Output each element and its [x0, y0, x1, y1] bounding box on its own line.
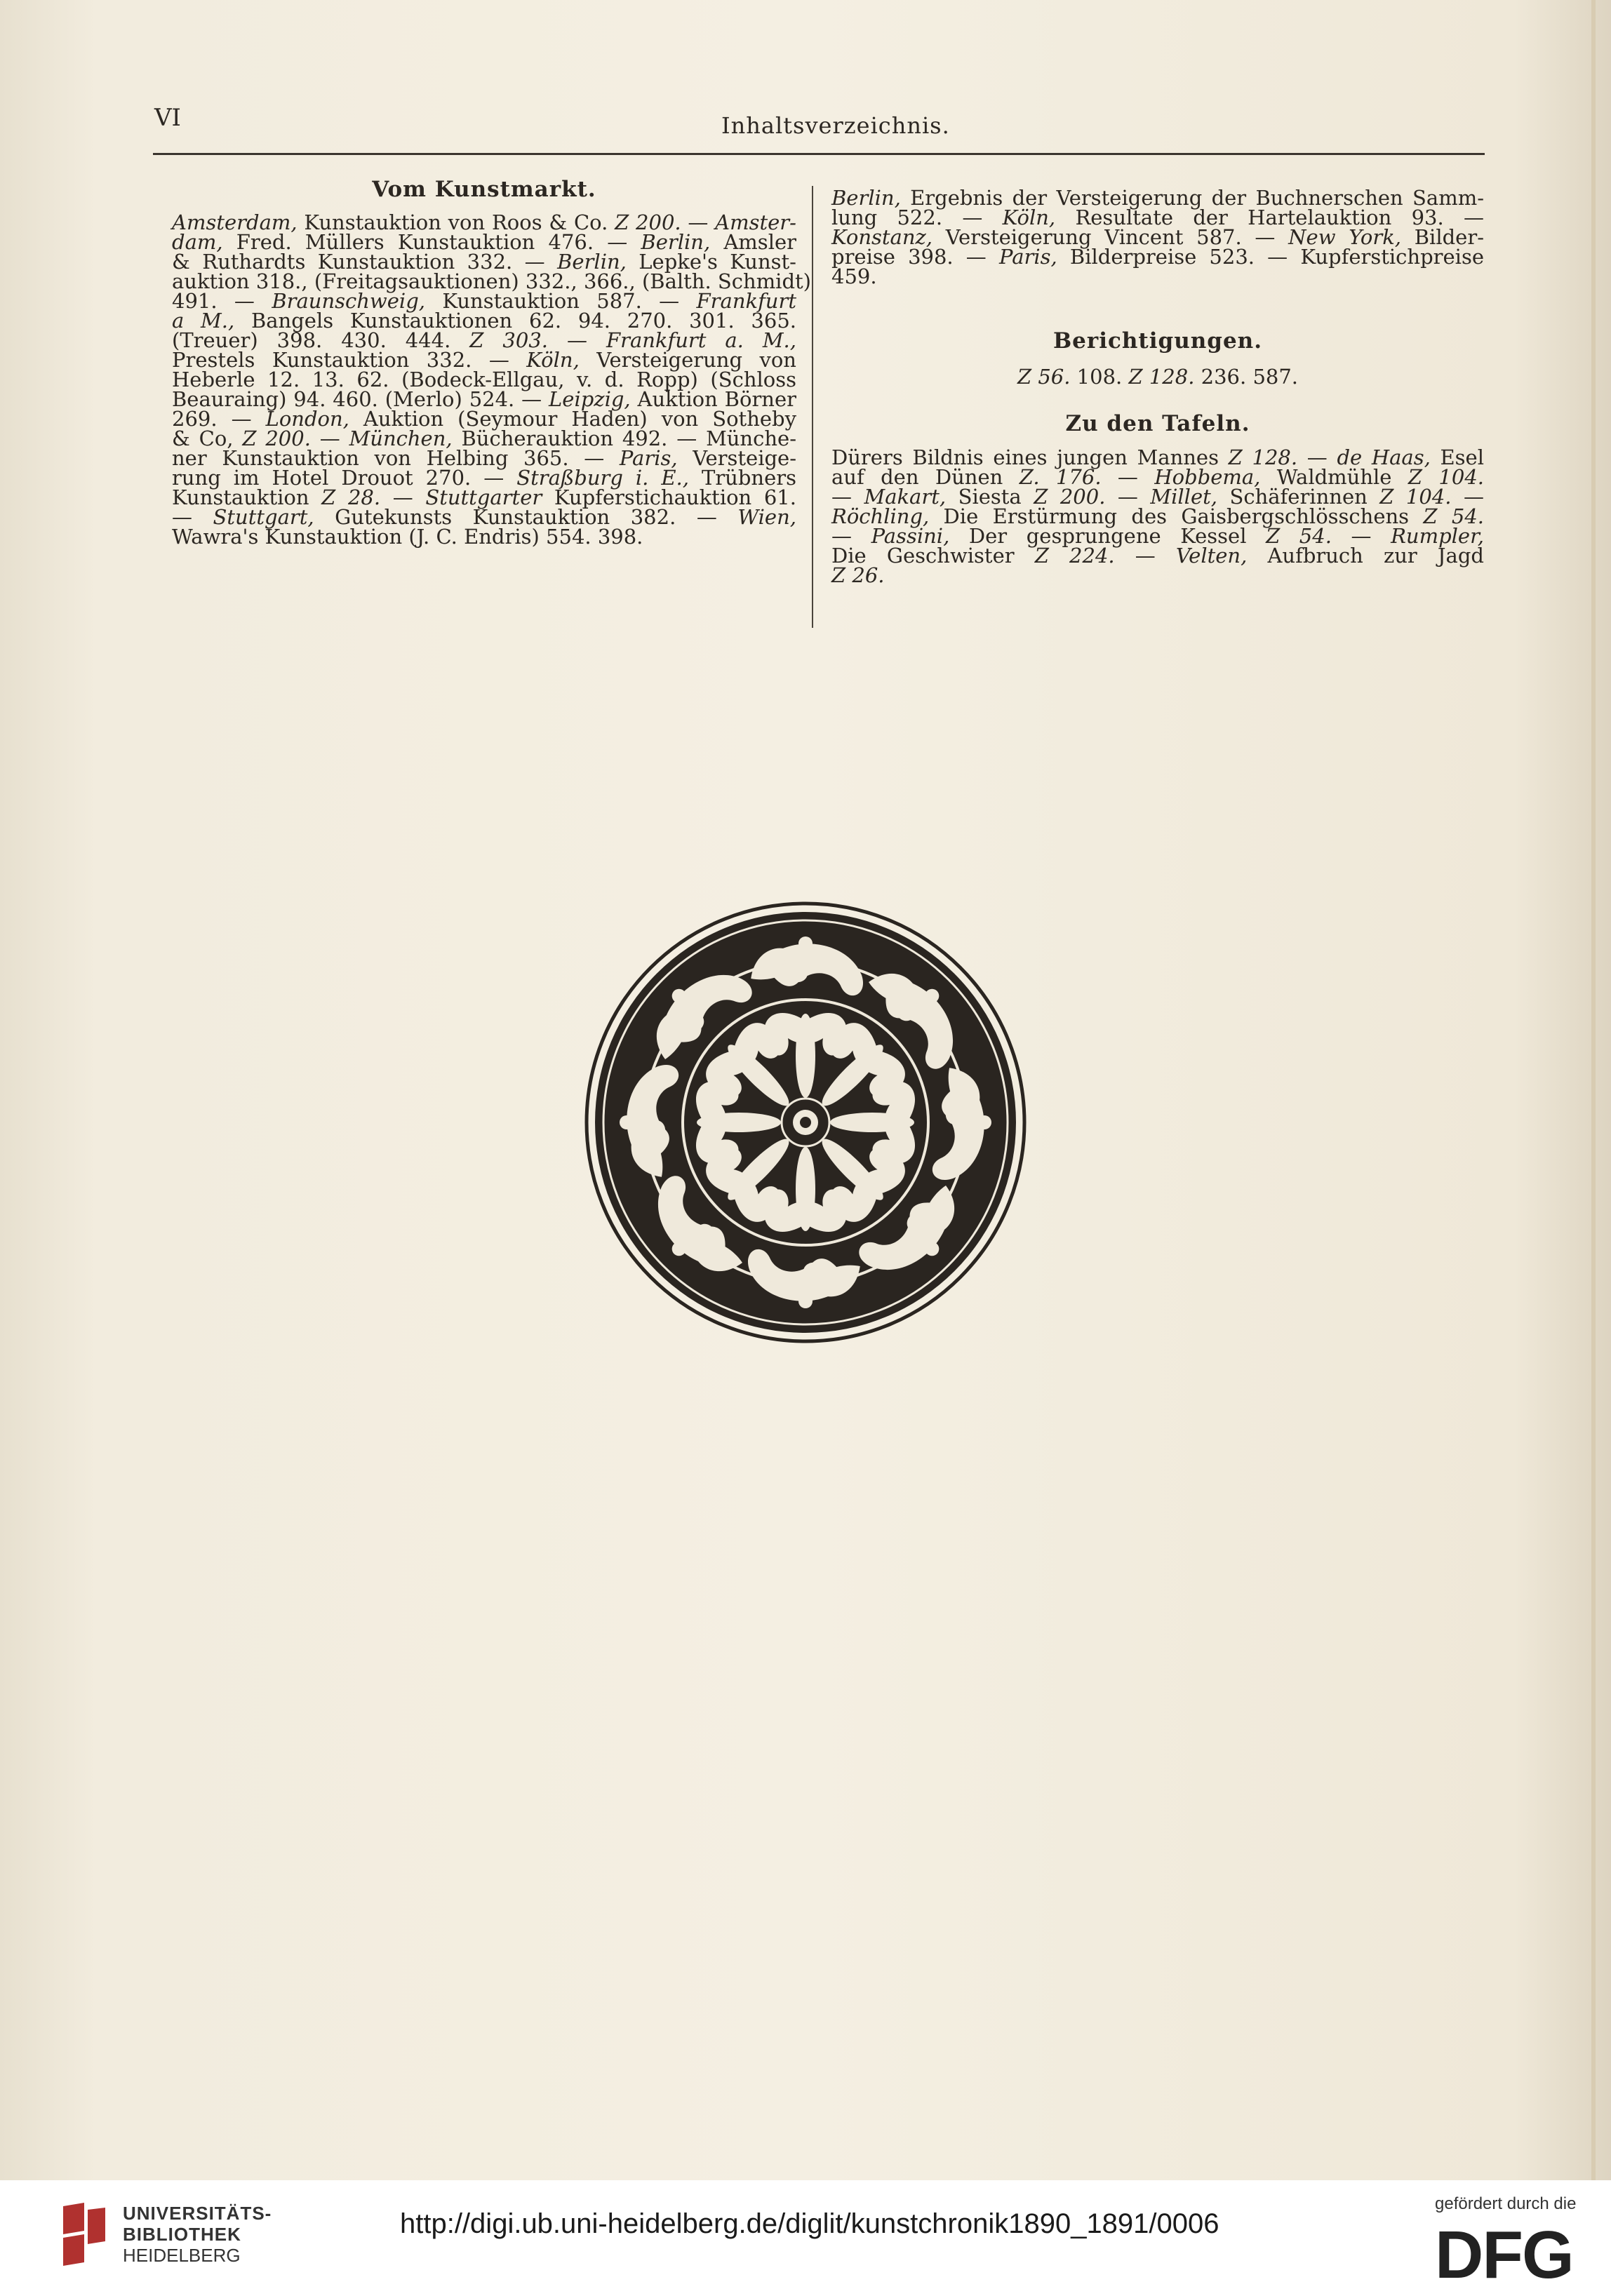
text-line: auf den Dünen Z. 176. — Hobbema, Waldmühle Z 104.	[831, 465, 1484, 489]
text-line: 491. — Braunschweig, Kunstauktion 587. — Frankfurt	[172, 289, 796, 313]
text-line: Beauraing) 94. 460. (Merlo) 524. — Leipzig, Auktion Börner	[172, 387, 797, 411]
text-line: Prestels Kunstauktion 332. — Köln, Versteigerung von	[172, 348, 796, 372]
library-line-2: BIBLIOTHEK	[123, 2224, 241, 2245]
text-line: — Makart, Siesta Z 200. — Millet, Schäferinnen Z 104. —	[831, 485, 1484, 509]
text-line: Dürers Bildnis eines jungen Mannes Z 128. — de Haas, Esel	[831, 445, 1484, 469]
funding-label: gefördert durch die	[1435, 2194, 1577, 2213]
library-name	[123, 2203, 272, 2266]
text-line: Wawra's Kunstauktion (J. C. Endris) 554. 398.	[172, 525, 643, 549]
dfg-logo: DFG	[1435, 2217, 1573, 2292]
ub-heidelberg-logo-icon	[56, 2199, 112, 2269]
text-line: (Treuer) 398. 430. 444. Z 303. — Frankfurt a. M.,	[172, 328, 796, 352]
text-line: 459.	[831, 264, 877, 288]
text-line: 269. — London, Auktion (Seymour Haden) von Sotheby	[172, 407, 796, 431]
library-line-3: HEIDELBERG	[123, 2245, 241, 2266]
kunstmarkt-entries	[172, 210, 811, 549]
text-line: Amsterdam, Kunstauktion von Roos & Co. Z 200. — Amster-	[172, 210, 796, 234]
column-divider	[812, 186, 813, 628]
text-line: & Ruthardts Kunstauktion 332. — Berlin, Lepke's Kunst-	[172, 250, 796, 274]
text-line: Konstanz, Versteigerung Vincent 587. — New York, Bilder-	[831, 225, 1484, 249]
text-line: a M., Bangels Kunstauktionen 62. 94. 270. 301. 365.	[172, 309, 796, 333]
page-edge	[1591, 0, 1596, 2180]
page-number: VI	[154, 104, 181, 132]
text-line: — Stuttgart, Gutekunsts Kunstauktion 382. — Wien,	[172, 505, 796, 529]
text-line: ner Kunstauktion von Helbing 365. — Paris, Versteige-	[172, 446, 796, 470]
text-line: Heberle 12. 13. 62. (Bodeck-Ellgau, v. d. Ropp) (Schloss	[172, 368, 796, 391]
text-line: rung im Hotel Drouot 270. — Straßburg i. E., Trübners	[172, 466, 797, 490]
text-line: preise 398. — Paris, Bilderpreise 523. — Kupferstichpreise	[831, 245, 1484, 269]
text-line: Röchling, Die Erstürmung des Gaisbergschlösschens Z 54.	[831, 504, 1484, 528]
tafeln-entries	[831, 445, 1484, 587]
text-line: Die Geschwister Z 224. — Velten, Aufbruch zur Jagd	[831, 544, 1484, 568]
section-heading-kunstmarkt: Vom Kunstmarkt.	[372, 177, 596, 202]
source-url-link[interactable]: http://digi.ub.uni-heidelberg.de/diglit/kunstchronik1890_1891/0006	[400, 2208, 1219, 2239]
library-line-1: UNIVERSITÄTS-	[123, 2203, 272, 2224]
circular-ornament-icon	[584, 901, 1027, 1344]
text-line: lung 522. — Köln, Resultate der Hartelauktion 93. —	[831, 206, 1485, 229]
header-rule	[153, 153, 1485, 155]
berichtigungen-text: Z 56. 108. Z 128. 236. 587.	[1017, 365, 1299, 389]
text-line: auktion 318., (Freitagsauktionen) 332., 366., (Balth. Schmidt)	[172, 269, 811, 293]
text-line: dam, Fred. Müllers Kunstauktion 476. — Berlin, Amsler	[172, 230, 796, 254]
text-line: — Passini, Der gesprungene Kessel Z 54. — Rumpler,	[831, 524, 1484, 548]
running-title: Inhaltsverzeichnis.	[721, 112, 950, 139]
text-line: Berlin, Ergebnis der Versteigerung der Buchnerschen Samm-	[831, 186, 1484, 210]
text-line: & Co, Z 200. — München, Bücherauktion 492. — Münche-	[172, 427, 796, 450]
section-heading-berichtigungen: Berichtigungen.	[1052, 328, 1263, 354]
text-line: Kunstauktion Z 28. — Stuttgarter Kupferstichauktion 61.	[172, 485, 796, 509]
kunstmarkt-continued	[831, 188, 1484, 286]
text-line: Z 26.	[831, 563, 885, 587]
section-heading-tafeln: Zu den Tafeln.	[1065, 411, 1250, 436]
